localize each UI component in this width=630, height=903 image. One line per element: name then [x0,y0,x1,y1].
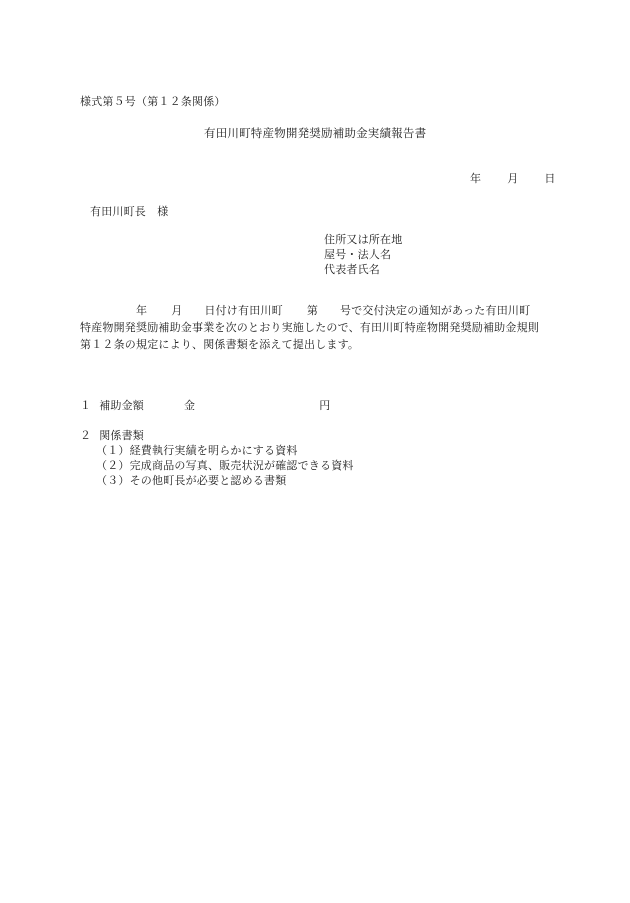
document-list [96,443,354,488]
document-title: 有田川町特産物開発奨励補助金実績報告書 [204,126,427,140]
item1-number: １ [80,399,92,412]
applicant-block [324,232,402,277]
list-item: （３）その他町長が必要と認める書類 [96,474,287,487]
address-label: 住所又は所在地 [324,233,403,246]
item1-label: 補助金額 [99,399,145,412]
date-year: 年 [470,172,482,185]
representative-label: 代表者氏名 [324,263,380,276]
item2-number: ２ [80,429,92,442]
body-line-3: 第１２条の規定により、関係書類を添えて提出します。 [80,338,360,351]
list-item: （２）完成商品の写真、販売状況が確認できる資料 [96,459,354,472]
body-line-2: 特産物開発奨励補助金事業を次のとおり実施したので、有田川町特産物開発奨励補助金規則 [80,321,539,334]
item-subsidy-amount [80,398,330,413]
date-line [470,171,556,186]
item1-yen: 円 [319,399,331,412]
item-related-documents [80,428,144,443]
body-text-a: 日付け有田川町 [204,304,283,317]
list-item: （１）経費執行実績を明らかにする資料 [96,444,298,457]
item1-kin: 金 [184,399,196,412]
addressee: 有田川町長 様 [90,205,169,218]
body-text-c: 号で交付決定の通知があった有田川町 [340,304,531,317]
business-name-label: 屋号・法人名 [324,248,392,261]
item2-label: 関係書類 [99,429,145,442]
form-number: 様式第５号（第１２条関係） [80,95,226,108]
body-text-b: 第 [306,304,319,317]
body-year: 年 [136,304,148,317]
date-month: 月 [507,172,519,185]
body-month: 月 [171,304,183,317]
body-line-1 [136,303,530,318]
date-day: 日 [544,172,556,185]
